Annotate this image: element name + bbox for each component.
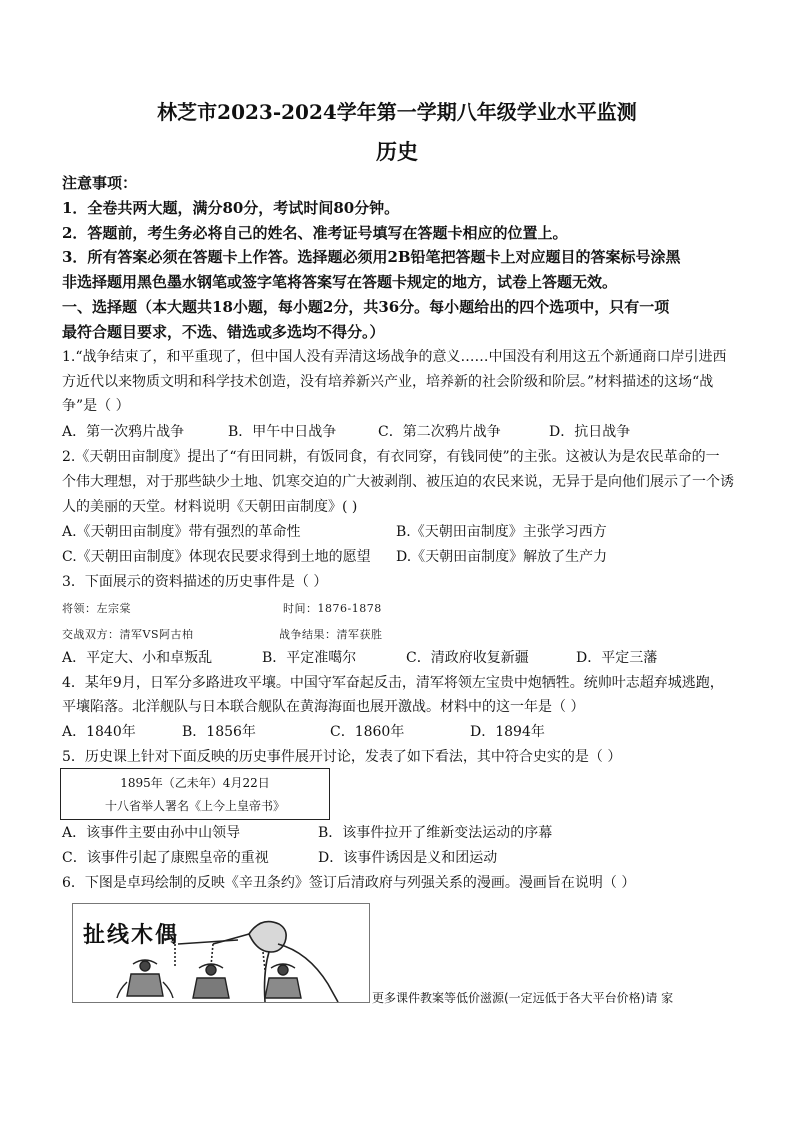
q4-option-d: D．1894年 <box>470 724 545 740</box>
question-2-line: 个伟大理想，对于那些缺少土地、饥寒交迫的广大被剥削、被压迫的农民来说，无异于是向他们展示了一个诱 <box>62 474 734 490</box>
notes-heading: 注意事项： <box>62 174 138 192</box>
exam-title: 林芝市2023-2024学年第一学期八年级学业水平监测 <box>157 100 637 124</box>
q4-option-c: C．1860年 <box>330 724 405 740</box>
q4-option-a: A．1840年 <box>62 724 136 740</box>
q2-option-d: D.《天朝田亩制度》解放了生产力 <box>396 549 608 565</box>
q4-option-b: B．1856年 <box>182 724 256 740</box>
q5-box-date: 1895年（乙未年）4月22日 <box>120 776 270 790</box>
section-heading: 一、选择题（本大题共18小题，每小题2分，共36分。每小题给出的四个选项中，只有一项 <box>62 298 670 316</box>
question-3-stem: 3．下面展示的资料描述的历史事件是（ ） <box>62 574 328 590</box>
q3-source-result: 战争结果：清军获胜 <box>279 628 383 641</box>
note-item: 3．所有答案必须在答题卡上作答。选择题必须用2B铅笔把答题卡上对应题目的答案标号涂黑 <box>62 248 681 266</box>
cartoon-title: 扯线木偶 <box>83 923 180 948</box>
q5-option-c: C．该事件引起了康熙皇帝的重视 <box>62 850 269 866</box>
q5-box-event: 十八省举人署名《上今上皇帝书》 <box>104 799 285 813</box>
q3-source-parties: 交战双方：清军VS阿古柏 <box>62 628 194 641</box>
q1-option-b: B．甲午中日战争 <box>228 424 337 440</box>
question-1-line: 方近代以来物质文明和科学技术创造，没有培养新兴产业，培养新的社会阶级和阶层。”材料描述的这场“战 <box>62 374 714 390</box>
question-4-line: 4．某年9月，日军分多路进攻平壤。中国守军奋起反击，清军将领左宝贵中炮牺牲。统帅叶志超弃城逃跑， <box>62 675 724 691</box>
puppet-cartoon <box>72 903 370 1003</box>
q5-option-b: B．该事件拉开了维新变法运动的序幕 <box>318 825 553 841</box>
exam-subject: 历史 <box>376 139 418 164</box>
question-1-line: 1.“战争结束了，和平重现了，但中国人没有弄清这场战争的意义……中国没有利用这五个新通商口岸引进西 <box>62 349 727 365</box>
question-2-line: 人的美丽的天堂。材料说明《天朝田亩制度》( ) <box>62 499 358 515</box>
question-6-stem: 6．下图是卓玛绘制的反映《辛丑条约》签订后清政府与列强关系的漫画。漫画旨在说明（ ） <box>62 875 636 891</box>
q1-option-d: D．抗日战争 <box>549 424 631 440</box>
q2-option-a: A.《天朝田亩制度》带有强烈的革命性 <box>62 524 301 540</box>
q2-option-b: B.《天朝田亩制度》主张学习西方 <box>396 524 607 540</box>
q5-source-box <box>60 768 330 820</box>
q5-option-d: D．该事件诱因是义和团运动 <box>318 850 498 866</box>
section-heading-cont: 最符合题目要求，不选、错选或多选均不得分。） <box>62 323 385 341</box>
q3-option-b: B．平定准噶尔 <box>262 650 357 666</box>
q3-option-a: A．平定大、小和卓叛乱 <box>62 650 213 666</box>
question-5-stem: 5．历史课上针对下面反映的历史事件展开讨论，发表了如下看法，其中符合史实的是（ ） <box>62 749 622 765</box>
q1-option-a: A．第一次鸦片战争 <box>62 424 185 440</box>
question-1-line: 争”是（ ） <box>62 398 130 414</box>
question-4-line: 平壤陷落。北洋舰队与日本联合舰队在黄海海面也展开激战。材料中的这一年是（ ） <box>62 699 585 715</box>
note-item: 1．全卷共两大题，满分80分，考试时间80分钟。 <box>62 199 400 217</box>
note-item: 非选择题用黑色墨水钢笔或签字笔将答案写在答题卡规定的地方，试卷上答题无效。 <box>62 273 618 291</box>
q3-source-time: 时间：1876-1878 <box>283 602 382 615</box>
puppet-illustration <box>73 904 369 1002</box>
promo-text: 更多课件教案等低价滋源(一定远低于各大平台价格)请 家 <box>372 991 674 1005</box>
q1-option-c: C．第二次鸦片战争 <box>378 424 501 440</box>
q3-option-c: C．清政府收复新疆 <box>406 650 529 666</box>
q3-option-d: D．平定三藩 <box>576 650 658 666</box>
note-item: 2．答题前，考生务必将自己的姓名、准考证号填写在答题卡相应的位置上。 <box>62 224 568 242</box>
q3-source-general: 将领：左宗棠 <box>62 602 131 615</box>
q2-option-c: C.《天朝田亩制度》体现农民要求得到土地的愿望 <box>62 549 371 565</box>
q5-option-a: A．该事件主要由孙中山领导 <box>62 825 241 841</box>
question-2-line: 2.《天朝田亩制度》提出了“有田同耕，有饭同食，有衣同穿，有钱同使”的主张。这被认为是农民革命的一 <box>62 449 720 465</box>
